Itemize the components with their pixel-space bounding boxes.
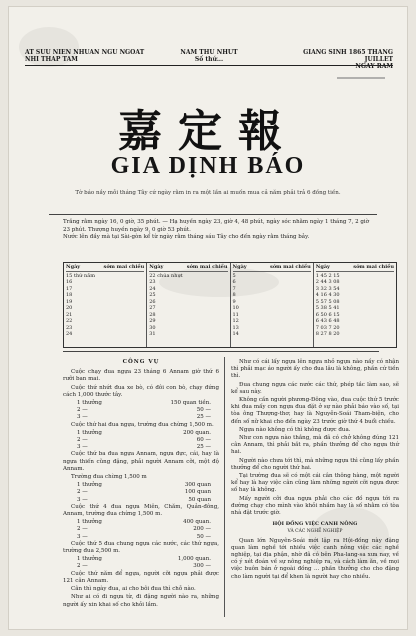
prize-item: [63, 430, 219, 437]
prize-rank: 2 —: [77, 526, 88, 533]
tide-header: sớm mai chiều: [270, 264, 311, 270]
prize-amount: 300 —: [193, 563, 211, 570]
tide-row: 10: [232, 305, 239, 311]
prize-rank: 1 thưởng: [77, 519, 102, 526]
tide-row: 18: [66, 292, 73, 298]
tide-row: 31: [149, 331, 156, 337]
prize-amount: 1,000 quan.: [177, 556, 211, 563]
prize-rank: 3 —: [77, 444, 88, 451]
paragraph: Như ai có đi ngựa từ, đi đặng người nào ra, những người ấy xin khai số cho khỏi lầm.: [63, 594, 219, 608]
tide-row: 9: [232, 298, 236, 305]
prize-amount: 50 quan: [188, 496, 211, 503]
tide-row: 5: [232, 272, 236, 279]
paragraph: Cuộc thứ ba đua ngựa Annam, ngựa đực, cái, hay là ngựa thiến cũng đặng, phải người Annam cỡi, một độ Annam.: [63, 451, 219, 472]
lead-line: Nước lên đầy mà tại Sài-gòn kể từ ngày rằm tháng sáu Tây cho đến ngày rằm tháng bảy.: [63, 234, 310, 240]
tide-row: 5 57 5 08: [315, 298, 340, 305]
tide-row: 28: [149, 311, 156, 318]
prize-list: [63, 519, 219, 541]
paragraph: Cuộc thứ nhứt đua xe bò, có đôi con bò, chạy đứng cách 1,000 thước tây.: [63, 384, 219, 398]
paragraph: Cuộc thứ 5 đua chung ngựa các nước, các thứ ngựa, trường đua 2,500 m.: [63, 540, 219, 555]
prize-item: [63, 437, 219, 444]
prize-amount: 200 quan.: [183, 429, 211, 436]
prize-item: [63, 519, 219, 526]
tide-row: 7: [232, 285, 236, 292]
paragraph: Cuộc thứ năm để ngựa, người cỡi ngựa phải được 121 cân Annam.: [63, 570, 219, 584]
paragraph: Cuộc thứ 4 đua ngựa Miên, Chăm, Quản-đông, Annam, trường đua chừng 1,500 m.: [63, 503, 219, 518]
paragraph: Đua chung ngựa các nước các thứ, phép tắc làm sao, sẽ kể sau này.: [231, 381, 399, 395]
tide-row: 22: [66, 318, 73, 324]
prize-list: [63, 482, 219, 504]
tide-row: 23: [66, 324, 73, 331]
tide-header: Ngày: [149, 264, 164, 270]
tide-row: 12: [232, 318, 239, 324]
prize-amount: 300 quan: [184, 482, 211, 489]
paragraph: Cuộc chạy đua ngựa 23 tháng 6 Annam giờ thứ 6 rưỡi ban mai.: [63, 369, 219, 383]
tide-row: 8: [232, 292, 236, 298]
prize-amount: 60 —: [196, 437, 211, 444]
prize-rank: 2 —: [77, 437, 88, 444]
tide-row: 6 43 6 48: [315, 318, 340, 324]
lead-line: 23 phút. Thượng huyền ngày 9, 0 giờ 53 phút.: [63, 226, 191, 233]
prize-item: [63, 407, 219, 414]
tide-row: 20: [66, 305, 73, 311]
dateline-lunar-day: NHI THAP TAM: [25, 56, 78, 63]
dateline-issue: Số thứ...: [194, 56, 224, 63]
tide-row: 15 thứ năm: [66, 272, 95, 279]
lead-line: Trăng rằm ngày 16, 0 giờ, 35 phút. — Hạ huyền ngày 23, giờ 4, 48 phút, ngày sóc nhằm ngày 1 tháng 7, 2 giờ: [63, 219, 369, 225]
tide-row: 17: [66, 285, 73, 292]
tide-row: 1 45 2 15: [315, 272, 340, 279]
tide-table: [63, 262, 397, 348]
prize-item: [63, 482, 219, 489]
prize-item: [63, 400, 219, 407]
paragraph: Tại trường đua sẽ có một cái cân thông hàng, một người kể hay là hay việc cân cũng làm những người cỡi ngựa được số hay là không.: [231, 473, 399, 494]
prize-amount: 25 —: [196, 414, 211, 421]
prize-item: [63, 526, 219, 533]
tide-column-4: [314, 263, 396, 347]
prize-rank: 2 —: [77, 407, 88, 414]
tide-row: 16: [66, 279, 73, 285]
paragraph: Trường đua chừng 1,500 m: [71, 474, 147, 481]
prize-list: [63, 556, 219, 570]
tide-row: 4 16 4 30: [315, 292, 340, 298]
prize-amount: 200 —: [193, 526, 211, 533]
prize-amount: 50 —: [196, 533, 211, 540]
tide-row: 5 38 5 41: [315, 305, 340, 311]
tide-row: 19: [66, 298, 73, 305]
official-notices-column: [63, 359, 219, 610]
tide-row: 24: [66, 331, 73, 337]
subsection-heading: HỘI ĐỒNG VIỆC CANH NÔNG: [272, 521, 358, 528]
prize-rank: 2 —: [77, 489, 88, 496]
tide-row: 24: [149, 285, 156, 292]
section-heading: CÔNG VỤ: [122, 359, 160, 365]
paragraph: Người nào chưa tới thì, mà những ngựa thì cũng lấy phần thưởng để cho người thứ hai.: [231, 457, 399, 471]
tide-row: 3 32 3 54: [315, 285, 340, 292]
notices-continued-column: [231, 359, 399, 582]
prize-item: [63, 556, 219, 563]
tide-header: Ngày: [232, 264, 247, 270]
prize-list: [63, 400, 219, 422]
tide-header: Ngày: [66, 264, 81, 270]
tide-column-3: [231, 263, 314, 347]
tide-row: 30: [149, 324, 156, 331]
paragraph: Không cần người phương-Đông vào, đua cuộc thứ 5 trước khi đua mấy con ngựa đua đặt ở sự nào phải báo vào số, tại tòa ông Thượng-thơ; hay là Nguyễn-Soái Tham-biện, cho đến số nữ khai cho đến ngày 23 trước giờ thứ 4 buổi chiều.: [231, 397, 399, 425]
dateline-year: NAM THU NHUT: [180, 49, 238, 56]
tide-header: sớm mai chiều: [186, 264, 228, 270]
prize-amount: 400 quan.: [183, 519, 211, 526]
subsection-subheading: VÀ CÁC NGHỀ NGHIỆP: [287, 529, 343, 535]
prize-rank: 1 thưởng: [77, 556, 102, 563]
tide-row: 6: [232, 279, 236, 285]
paragraph: Như con ngựa nào thắng, mà đã có chở không đúng 121 cân Annam, thì phải bắt ra, phần thưởng để cho ngựa thứ hai.: [231, 435, 399, 456]
tide-header: sớm mai chiều: [353, 264, 394, 270]
tide-row: 6 50 6 15: [315, 311, 340, 318]
tide-column-1: [64, 263, 147, 347]
prize-amount: 100 quan: [184, 489, 211, 496]
tide-row: 11: [232, 311, 239, 318]
prize-amount: 150 quan tiền.: [170, 400, 211, 407]
tide-row: 8 27 8 20: [315, 331, 340, 337]
prize-rank: 1 thưởng: [77, 429, 102, 436]
tide-header: Ngày: [315, 264, 330, 270]
paragraph: Mấy người cỡi đua ngựa phải cho các đồ ngựa tới ra đường chạy cho mình vào khỏi nhầm hay là số nhằm có tòa nhà đặt trước giờ.: [231, 495, 399, 517]
tide-row: 7 03 7 20: [315, 324, 340, 331]
paragraph: Cuộc thứ hai đua ngựa, trường đua chừng 1,500 m.: [71, 421, 214, 428]
dateline-gregorian: GIANG SINH 1865 THANG JUILLET: [303, 49, 393, 63]
prize-item: [63, 489, 219, 496]
prize-amount: 25 —: [196, 444, 211, 451]
column-divider: [224, 357, 225, 617]
prize-item: [63, 563, 219, 570]
prize-list: [63, 430, 219, 452]
prize-rank: 3 —: [77, 533, 88, 540]
almanac-lead: [63, 219, 375, 242]
tide-row: 14: [232, 331, 239, 337]
paragraph: Như có cái lấy ngựa lên ngựa nhỏ ngựa nào nầy có nhận thì phải mạc áo người ấy cho đua lâu là không, phần cứ tiền thì.: [231, 359, 399, 380]
tide-row: 25: [149, 292, 156, 298]
tide-row: 2 44 3 08: [315, 279, 340, 285]
prize-amount: 50 —: [196, 407, 211, 414]
tide-row: 23: [149, 279, 156, 285]
dateline-gregorian-day: NGAY RAM: [355, 63, 393, 70]
tide-row: 22 chúa nhựt: [149, 272, 183, 279]
tide-column-2: [147, 263, 230, 347]
dateline-lunar: AT SUU NIEN NHUAN NGU NGOAT: [25, 49, 145, 56]
tide-row: 26: [149, 298, 156, 305]
prize-item: [63, 497, 219, 504]
newspaper-page: [8, 6, 408, 630]
prize-rank: 2 —: [77, 563, 88, 570]
chinese-title: 嘉定報: [118, 106, 298, 157]
newspaper-title: GIA DỊNH BÁO: [110, 153, 306, 179]
tide-row: 13: [232, 324, 239, 331]
prize-rank: 1 thưởng: [77, 482, 102, 489]
prize-rank: 3 —: [77, 414, 88, 421]
tide-row: 29: [149, 318, 156, 324]
tide-row: 21: [66, 311, 73, 318]
table-rule: [63, 351, 379, 352]
header-rule: [49, 214, 377, 215]
tide-row: 27: [149, 305, 156, 311]
paragraph: Cân thì ngày đua, ai cho bôi đua thì chỗ nào.: [71, 586, 196, 593]
tide-header: sớm mai chiều: [103, 264, 145, 270]
prize-rank: 1 thưởng: [77, 400, 102, 407]
paragraph: Ngựa nào không có thì không được đua.: [239, 426, 351, 433]
subscription-note: Tờ báo nầy mỗi tháng Tây cứ ngày rằm in ra một lần ai muốn mua cả năm phải trả 6 đồng tiền.: [75, 190, 341, 196]
prize-item: [63, 414, 219, 421]
prize-rank: 3 —: [77, 496, 88, 503]
paragraph: Quan lớn Nguyên-Soái mới lập ra Hội-đồng này đặng quan làm nghề tới nhiều việc canh nông việc các nghề nghiệp, tại địa phận, nhờ đã có bên Pha-lang-sa xưa nay, về có ý xét đoán về sự nông nghiệp ra, và cách làm ăn, về mọi việc buôn bán ở ngoài đồng ... phần thưởng cho cho đặng cho làm người tại để khen là người hay cho nhiều.: [231, 537, 399, 580]
ink-stamp-mark: [337, 65, 385, 79]
prize-item: [63, 534, 219, 541]
